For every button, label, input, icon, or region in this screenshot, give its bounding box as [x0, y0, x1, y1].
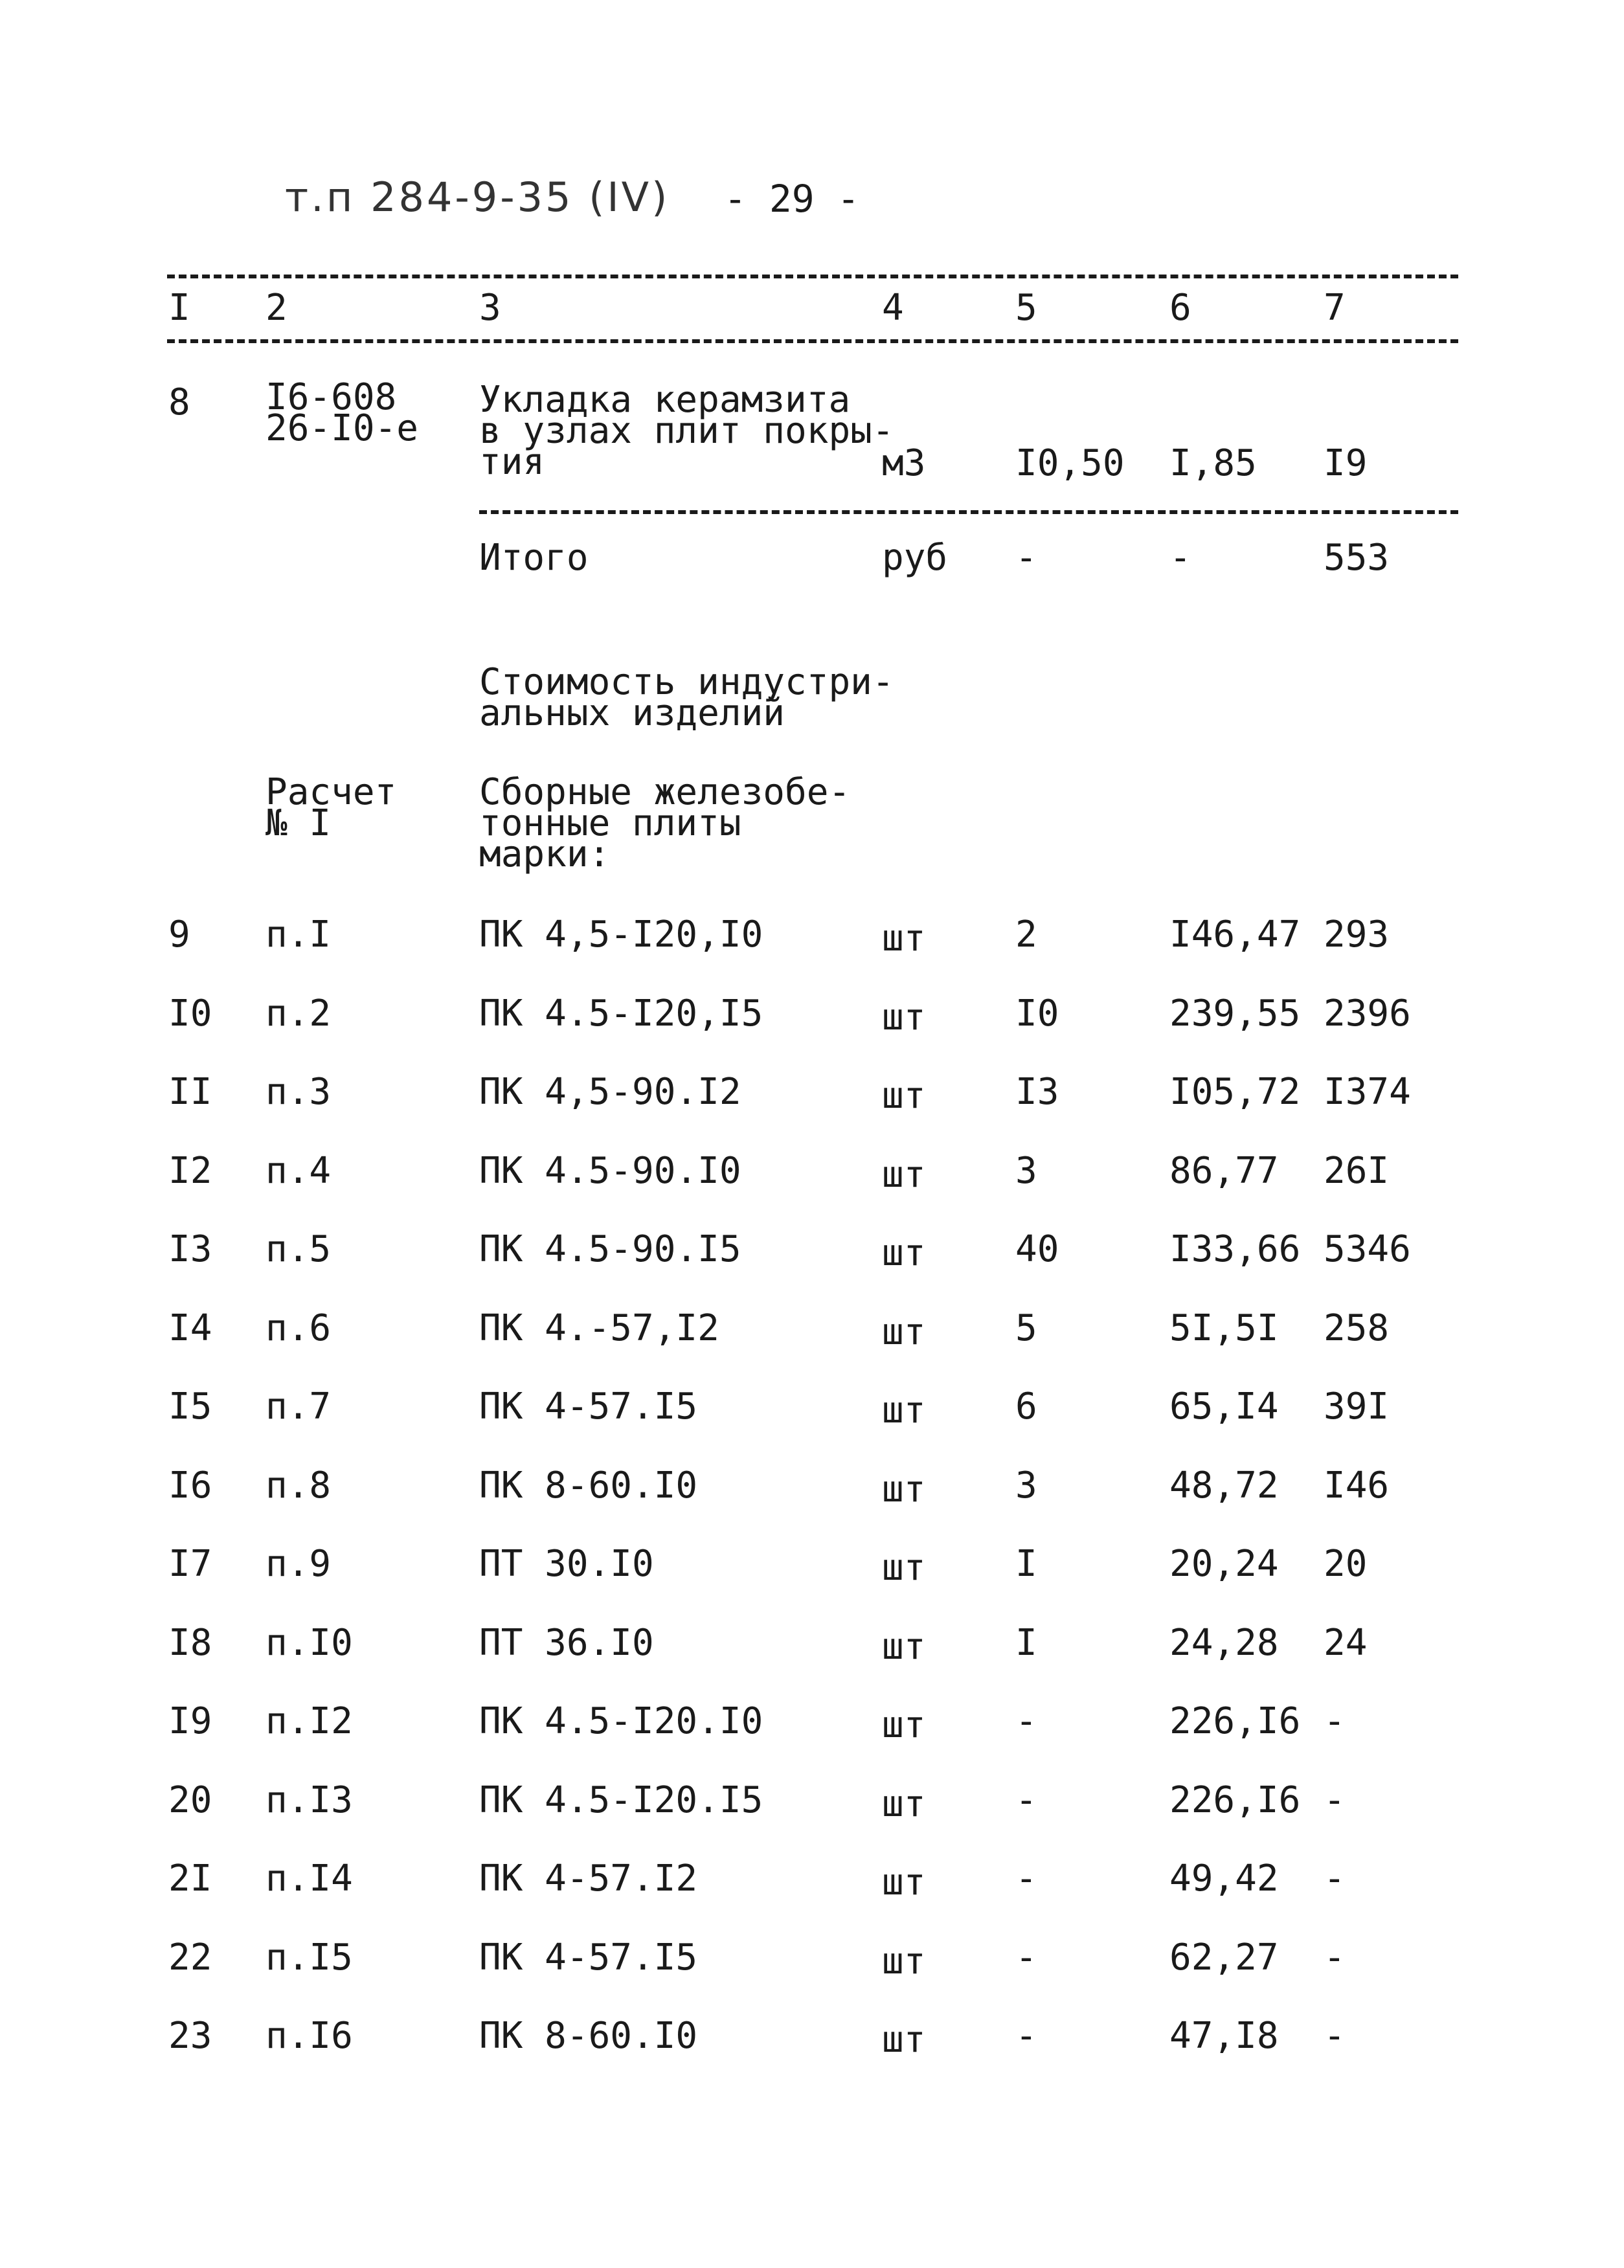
row-quantity: I — [1015, 1543, 1037, 1585]
column-header-cell: 2 — [265, 287, 288, 329]
row-mark: ПК 4.5-I20.I5 — [479, 1779, 763, 1821]
row-total: - — [1324, 2015, 1346, 2057]
row-number: 20 — [168, 1779, 212, 1821]
row-quantity: 3 — [1015, 1465, 1037, 1507]
row-unit: шт — [882, 1075, 926, 1117]
total-unit: руб — [882, 537, 948, 579]
row-number: I0 — [168, 993, 212, 1035]
row-number: I9 — [168, 1700, 212, 1742]
row-mark: ПК 4.-57,I2 — [479, 1307, 719, 1349]
row-mark: ПК 4-57.I5 — [479, 1386, 698, 1428]
row-unit: шт — [882, 1940, 926, 1982]
row-total: 2396 — [1324, 993, 1411, 1035]
row-reference: п.7 — [265, 1386, 332, 1428]
row-unit: шт — [882, 1704, 926, 1746]
row-mark: ПК 4,5-I20,I0 — [479, 914, 763, 956]
row-quantity: I0 — [1015, 993, 1059, 1035]
page-number: - 29 - — [724, 177, 860, 221]
row-unit-price: 49,42 — [1169, 1858, 1279, 1900]
row-unit: шт — [882, 1311, 926, 1353]
row-unit: шт — [882, 996, 926, 1039]
row-mark: ПТ 36.I0 — [479, 1622, 654, 1664]
row-total: I374 — [1324, 1071, 1411, 1113]
row-total: - — [1324, 1858, 1346, 1900]
row-number: I4 — [168, 1307, 212, 1349]
row-reference: п.I2 — [265, 1700, 353, 1742]
row-quantity: - — [1015, 2015, 1037, 2057]
row-total: I46 — [1324, 1465, 1390, 1507]
row-number: II — [168, 1071, 212, 1113]
entry-unit: м3 — [882, 442, 926, 484]
entry-unit-price: I,85 — [1169, 442, 1257, 484]
row-quantity: I — [1015, 1622, 1037, 1664]
row-unit-price: 86,77 — [1169, 1150, 1279, 1192]
row-unit-price: 226,I6 — [1169, 1779, 1301, 1821]
row-mark: ПК 8-60.I0 — [479, 2015, 698, 2057]
row-reference: п.8 — [265, 1465, 332, 1507]
row-reference: п.I0 — [265, 1622, 353, 1664]
row-total: 20 — [1324, 1543, 1368, 1585]
row-mark: ПК 4.5-90.I5 — [479, 1228, 741, 1270]
row-reference: п.I5 — [265, 1937, 353, 1979]
entry-description: Укладка керамзита в узлах плит покры- тия — [479, 379, 894, 483]
row-total: 39I — [1324, 1386, 1390, 1428]
row-quantity: 2 — [1015, 914, 1037, 956]
row-reference: п.2 — [265, 993, 332, 1035]
row-number: I5 — [168, 1386, 212, 1428]
row-quantity: 3 — [1015, 1150, 1037, 1192]
row-quantity: - — [1015, 1700, 1037, 1742]
row-reference: п.6 — [265, 1307, 332, 1349]
row-mark: ПК 4-57.I5 — [479, 1937, 698, 1979]
row-mark: ПК 4.5-I20,I5 — [479, 993, 763, 1035]
total-label: Итого — [479, 537, 589, 579]
row-total: 26I — [1324, 1150, 1390, 1192]
row-unit: шт — [882, 1626, 926, 1668]
row-unit-price: 47,I8 — [1169, 2015, 1279, 2057]
row-total: - — [1324, 1779, 1346, 1821]
row-unit: шт — [882, 1154, 926, 1196]
row-total: 5346 — [1324, 1228, 1411, 1270]
row-number: I6 — [168, 1465, 212, 1507]
row-unit: шт — [882, 2019, 926, 2061]
row-unit-price: 226,I6 — [1169, 1700, 1301, 1742]
row-mark: ПК 8-60.I0 — [479, 1465, 698, 1507]
subtotal-rule — [479, 510, 1458, 514]
row-unit: шт — [882, 1232, 926, 1274]
row-number: I7 — [168, 1543, 212, 1585]
column-header-cell: 3 — [479, 287, 501, 329]
entry-quantity: I0,50 — [1015, 442, 1125, 484]
row-unit-price: 65,I4 — [1169, 1386, 1279, 1428]
row-quantity: I3 — [1015, 1071, 1059, 1113]
entry-total: I9 — [1324, 442, 1368, 484]
row-mark: ПК 4.5-I20.I0 — [479, 1700, 763, 1742]
row-quantity: - — [1015, 1779, 1037, 1821]
row-quantity: - — [1015, 1858, 1037, 1900]
row-number: I8 — [168, 1622, 212, 1664]
row-reference: п.I — [265, 914, 332, 956]
row-total: 24 — [1324, 1622, 1368, 1664]
row-reference: п.I3 — [265, 1779, 353, 1821]
row-unit-price: I05,72 — [1169, 1071, 1301, 1113]
row-unit: шт — [882, 1389, 926, 1432]
row-number: 2I — [168, 1858, 212, 1900]
column-header-cell: 7 — [1324, 287, 1346, 329]
row-total: - — [1324, 1937, 1346, 1979]
row-unit-price: 20,24 — [1169, 1543, 1279, 1585]
row-unit-price: I33,66 — [1169, 1228, 1301, 1270]
row-quantity: 5 — [1015, 1307, 1037, 1349]
calculation-reference: Расчет № I — [265, 771, 397, 844]
column-header-cell: 6 — [1169, 287, 1191, 329]
row-total: 258 — [1324, 1307, 1390, 1349]
section-title: Стоимость индустри- альных изделий — [479, 661, 894, 734]
row-number: I3 — [168, 1228, 212, 1270]
header-bottom-rule — [167, 339, 1458, 343]
row-reference: п.5 — [265, 1228, 332, 1270]
row-unit: шт — [882, 1783, 926, 1825]
row-quantity: 40 — [1015, 1228, 1059, 1270]
row-unit-price: 239,55 — [1169, 993, 1301, 1035]
row-number: I2 — [168, 1150, 212, 1192]
column-header-cell: 5 — [1015, 287, 1037, 329]
row-unit-price: 48,72 — [1169, 1465, 1279, 1507]
total-sum: 553 — [1324, 537, 1390, 579]
document-code: т.п 284-9-35 (IV) — [285, 174, 670, 221]
total-unit-price: - — [1169, 537, 1191, 579]
row-mark: ПТ 30.I0 — [479, 1543, 654, 1585]
header-top-rule — [167, 275, 1458, 278]
row-number: 23 — [168, 2015, 212, 2057]
row-unit: шт — [882, 917, 926, 960]
row-unit-price: I46,47 — [1169, 914, 1301, 956]
column-header-cell: I — [168, 287, 190, 329]
row-unit: шт — [882, 1547, 926, 1589]
row-quantity: - — [1015, 1937, 1037, 1979]
entry-code: I6-608 26-I0-e — [265, 376, 419, 449]
row-mark: ПК 4.5-90.I0 — [479, 1150, 741, 1192]
row-unit: шт — [882, 1468, 926, 1510]
row-reference: п.I4 — [265, 1858, 353, 1900]
row-number: 22 — [168, 1937, 212, 1979]
row-total: 293 — [1324, 914, 1390, 956]
row-reference: п.9 — [265, 1543, 332, 1585]
row-number: 9 — [168, 914, 190, 956]
column-header-cell: 4 — [882, 287, 904, 329]
row-unit-price: 24,28 — [1169, 1622, 1279, 1664]
row-total: - — [1324, 1700, 1346, 1742]
total-quantity: - — [1015, 537, 1037, 579]
group-description: Сборные железобе- тонные плиты марки: — [479, 771, 851, 875]
row-reference: п.I6 — [265, 2015, 353, 2057]
row-mark: ПК 4,5-90.I2 — [479, 1071, 741, 1113]
row-reference: п.3 — [265, 1071, 332, 1113]
row-unit-price: 62,27 — [1169, 1937, 1279, 1979]
row-unit-price: 5I,5I — [1169, 1307, 1279, 1349]
row-mark: ПК 4-57.I2 — [479, 1858, 698, 1900]
row-unit: шт — [882, 1861, 926, 1903]
entry-number: 8 — [168, 381, 190, 423]
row-reference: п.4 — [265, 1150, 332, 1192]
row-quantity: 6 — [1015, 1386, 1037, 1428]
